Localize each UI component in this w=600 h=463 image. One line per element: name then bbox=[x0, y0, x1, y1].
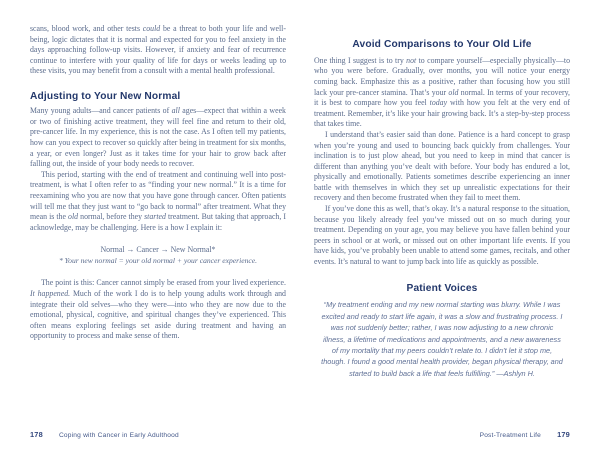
footer-left bbox=[30, 430, 179, 439]
continued-paragraph: scans, blood work, and other tests could be a threat to both your life and well-being, logic dictates that it is normal and expected for you to feel anxiety in the days approaching follow-up visits. However, if anxiety and fear of recurrence continue to interfere with your quality of life for days or weeks leading up to these visits, you may benefit from a consult with a mental health professional. bbox=[30, 24, 286, 76]
quote-text: “My treatment ending and my new normal starting was blurry. While I was excited and ready to start life again, it was a slow and frustrating process. I was not suddenly better; rather, I was now adjusting to a new chronic illness, a lifetime of medications and appointments, and a new awareness of my mortality that my peers couldn’t relate to. I didn’t let it stop me, though. I found a good mental health provider, began physical therapy, and started to build back a life that feels fulfilling.” bbox=[321, 300, 563, 378]
body-paragraph: This period, starting with the end of treatment and continuing well into post-treatment, is what I often refer to as “finding your new normal.” It is a time for reexamining who you are now that you have gone through cancer. Often patients will tell me that they just want to “go back to normal” after treatment. What they mean is the old normal, before they started treatment. But taking that approach, I acknowledge, may be challenging. Here is a how I explain it: bbox=[30, 169, 286, 232]
formula-line-footnote: * Your new normal = your old normal + your cancer experience. bbox=[58, 256, 258, 266]
patient-voices-quote bbox=[320, 299, 564, 379]
footer-right bbox=[480, 430, 570, 439]
section-heading-adjusting: Adjusting to Your New Normal bbox=[30, 90, 181, 102]
patient-voices-sidebar bbox=[314, 283, 570, 380]
page-right bbox=[300, 0, 600, 463]
page-number-right: 179 bbox=[557, 430, 570, 439]
formula-line-primary: Normal → Cancer → New Normal* bbox=[100, 245, 216, 255]
body-paragraph: Many young adults—and cancer patients of all ages—expect that within a week or two of finishing active treatment, they will feel fine and return to their old, pre-cancer life. In my experience, this is not the case. As I often tell my patients, how can you expect to recover so quickly after being in treatment for six months, a year, or even longer? Just as it takes time for your hair to grow back after falling out, the inside of your body needs to recover. bbox=[30, 106, 286, 169]
page-number-left: 178 bbox=[30, 430, 43, 439]
left-column-body bbox=[30, 24, 286, 342]
section-heading-avoid-comparisons: Avoid Comparisons to Your Old Life bbox=[352, 39, 532, 50]
body-paragraph: If you’ve done this as well, that’s okay. It’s a natural response to the situation, because you likely already feel you’ve missed out on so much during your treatment. Depending on your age, you may believe you have fallen behind your peers in school or at work, or missed out on other important life events. If you have kids, you’ve probably been unable to attend some games, recitals, and other events. It’s natural to want to jump back into life as quickly as possible. bbox=[314, 204, 570, 267]
running-head-left: Coping with Cancer in Early Adulthood bbox=[58, 432, 179, 439]
formula-block bbox=[30, 244, 286, 266]
running-head-right: Post-Treatment Life bbox=[479, 432, 542, 439]
patient-voices-heading: Patient Voices bbox=[406, 282, 478, 294]
body-paragraph: The point is this: Cancer cannot simply be erased from your lived experience. It happened. Much of the work I do is to help young adults work through and integrate their old selves—who they were—into who they are now due to the emotional, physical, cognitive, and spiritual changes they’ve experienced. This often means exploring feelings set aside during treatment and having an opportunity to process and make sense of them. bbox=[30, 278, 286, 341]
body-paragraph: One thing I suggest is to try not to compare yourself—especially physically—to who you were before. Gradually, over months, you will notice your energy coming back. Emphasize this as a positive, rather than focusing how you still lack your pre-cancer stamina. That’s your old normal. In terms of your recovery, it is best to compare how you feel today with how you felt at the very end of treatment. Remember, it’s like your hair growing back. It’s a step-by-step process that takes time. bbox=[314, 55, 571, 129]
body-paragraph: I understand that’s easier said than done. Patience is a hard concept to grasp when you’re young and used to bouncing back quickly from challenges. Your inclination is to just plow ahead, but you need to keep in mind that cancer is different than anything you’ve dealt with before. Your body has endured a lot, physically and emotionally. Patients sometimes describe experiencing an inner battle with themselves in which they set up unrealistic expectations for their recovery and then become frustrated when they fail to meet them. bbox=[314, 129, 570, 203]
quote-attribution: —Ashlyn H. bbox=[496, 368, 535, 378]
right-column-body bbox=[314, 39, 570, 379]
